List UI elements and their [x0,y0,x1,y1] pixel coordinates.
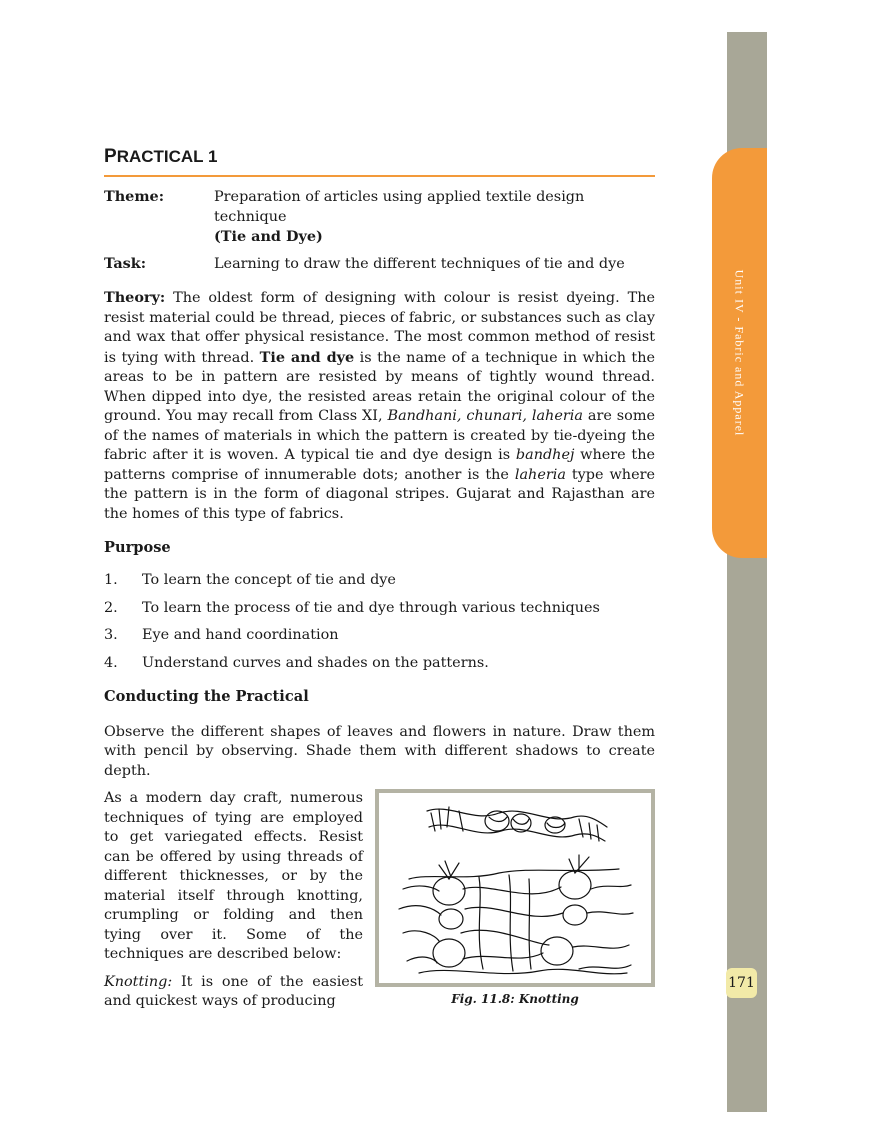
observe-paragraph: Observe the different shapes of leaves and flowers in nature. Draw them with pencil by observing. Shade them with different shadows to create depth. [104,723,655,779]
theme-label: Theme: [104,188,165,205]
list-item [104,653,655,673]
knot-right-bottom [541,937,573,965]
theory-part3: are some of the names of materials in which the pattern is created by tie-dyeing the fabric after it is woven. A typical tie and dye design is [104,408,656,463]
theory-part2: is the name of a technique in which the areas to be in pattern are resisted by means of tightly wound thread. When dipped into dye, the resisted areas retain the original colour of the ground. You may recall from Class XI, [104,349,655,424]
theory-label: Theory: [104,289,166,306]
page-content [104,146,655,1012]
list-item [104,625,655,645]
knot-left-bottom [433,939,465,967]
figure-knotting [375,789,655,1012]
task-text: Learning to draw the different techniques of tie and dye [214,256,625,272]
knotting-label: Knotting: [104,973,173,990]
list-item [104,570,655,590]
figure-caption: Fig. 11.8: Knotting [451,992,579,1006]
theme-text: Preparation of articles using applied textile design technique [214,189,585,225]
list-item-number: 3. [104,627,118,643]
list-item-text: Eye and hand coordination [142,627,339,643]
two-column-section [104,789,655,1012]
modern-craft-paragraph: As a modern day craft, numerous techniques of tying are employed to get variegated effects. Resist can be offered by using threads of different thicknesses, or by the material itself through knotting, crumpling or folding and then tying over it. Some of the techniques are described below: [104,790,363,962]
title-initial: P [104,146,117,167]
title-rest: RACTICAL 1 [116,147,218,166]
task-label: Task: [104,255,147,272]
list-item-text: Understand curves and shades on the patterns. [142,654,489,671]
theory-part4: where the patterns comprise of innumerable dots; another is the [104,447,655,483]
theory-italic3: laheria [514,466,566,483]
theory-italic1: Bandhani, chunari, laheria [387,408,583,424]
theory-part5: type where the pattern is in the form of diagonal stripes. Gujarat and Rajasthan are the homes of this type of fabrics. [104,466,655,522]
list-item-text: To learn the process of tie and dye through various techniques [142,599,600,616]
theory-part1: The oldest form of designing with colour is resist dyeing. The resist material could be thread, pieces of fabric, or substances such as clay and wax that offer physical resistance. The most common method of resist is tying with thread. [104,290,655,366]
knot-right-top [559,871,591,899]
task-row [104,254,655,274]
theory-italic2: bandhej [515,447,575,463]
list-item-number: 2. [104,599,118,616]
knot-left-top [433,877,465,905]
knotting-illustration [379,793,651,983]
left-column [104,789,363,1012]
knotting-text: It is one of the easiest and quickest ways of producing [104,973,363,1009]
theory-bold: Tie and dye [259,348,355,366]
theme-row [104,187,655,247]
purpose-list [104,570,655,673]
list-item-number: 4. [104,654,118,671]
list-item-text: To learn the concept of tie and dye [142,572,396,588]
list-item [104,598,655,618]
page-number: 171 [726,968,757,998]
practical-title [104,146,655,177]
knotting-paragraph [104,973,363,1012]
conducting-heading: Conducting the Practical [104,687,309,705]
theme-text-bold: (Tie and Dye) [214,228,323,245]
theme-value [214,187,655,247]
theory-paragraph [104,288,655,524]
purpose-heading: Purpose [104,539,171,556]
figure-frame [375,789,655,987]
list-item-number: 1. [104,572,118,588]
unit-label: Unit IV - Fabric and Apparel [732,269,747,437]
